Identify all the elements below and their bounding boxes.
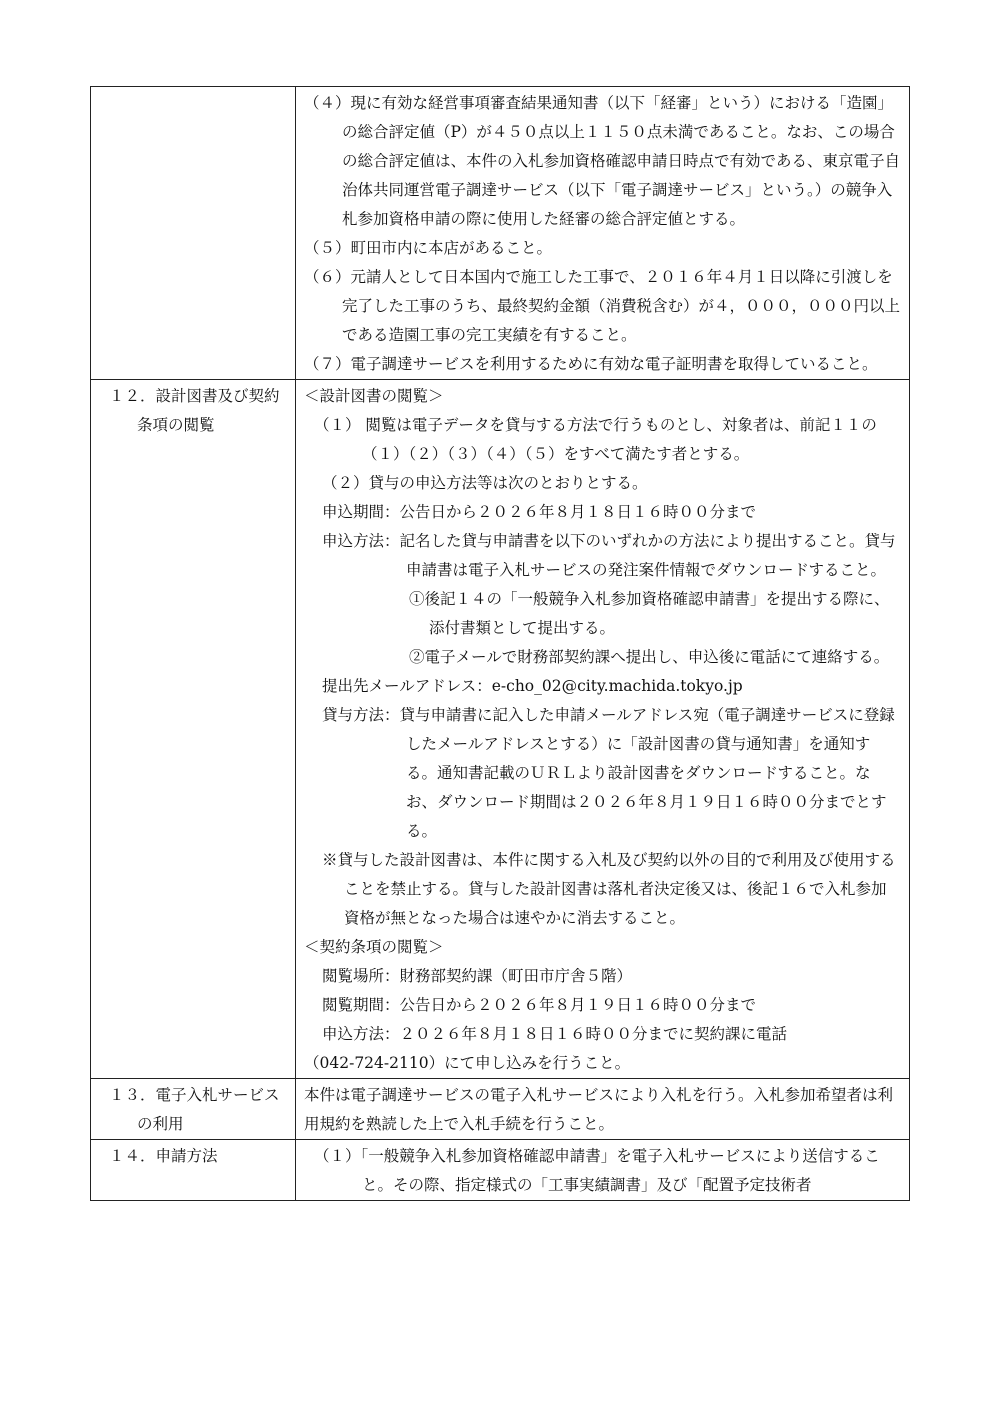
row-14-heading-line1: １４．申請方法: [109, 1147, 218, 1165]
viewing-phone: （042-724-2110）にて申し込みを行うこと。: [304, 1054, 631, 1072]
requirement-6: （６）元請人として日本国内で施工した工事で、２０１６年４月１日以降に引渡しを完了した工事のうち、最終契約金額（消費税含む）が４，０００，０００円以上である造園工事の完工実績を有すること。: [304, 268, 901, 344]
notice-table: [90, 86, 910, 1201]
apply-period: 申込期間：公告日から２０２６年８月１８日１６時００分まで: [322, 503, 757, 521]
row-11-content: [296, 87, 910, 380]
application-method-text: （１）「一般競争入札参加資格確認申請書」を電子入札サービスにより送信すること。その際、指定様式の「工事実績調書」及び「配置予定技術者: [314, 1147, 880, 1194]
viewing-period: 閲覧期間：公告日から２０２６年８月１９日１６時００分まで: [322, 996, 757, 1014]
lending-note: ※貸与した設計図書は、本件に関する入札及び契約以外の目的で利用及び使用することを禁止する。貸与した設計図書は落札者決定後又は、後記１６で入札参加資格が無となった場合は速やかに消去すること。: [322, 851, 896, 927]
submission-email: 提出先メールアドレス：e-cho_02@city.machida.tokyo.jp: [322, 677, 743, 695]
row-12-content: [296, 380, 910, 1079]
requirement-4: （４）現に有効な経営事項審査結果通知書（以下「経審」という）における「造園」の総合評定値（P）が４５０点以上１１５０点未満であること。なお、この場合の総合評定値は、本件の入札参加資格確認申請日時点で有効である、東京電子自治体共同運営電子調達サービス（以下「電子調達サービス」という。）の競争入札参加資格申請の際に使用した経審の総合評定値とする。: [304, 94, 901, 228]
apply-method-option-2: ②電子メールで財務部契約課へ提出し、申込後に電話にて連絡する。: [409, 648, 890, 666]
row-12-heading-line2: 条項の閲覧: [137, 416, 215, 434]
apply-method: 申込方法：記名した貸与申請書を以下のいずれかの方法により提出すること。貸与申請書は電子入札サービスの発注案件情報でダウンロードすること。: [322, 532, 896, 579]
row-13-heading: [91, 1079, 296, 1140]
electronic-bidding-text: 本件は電子調達サービスの電子入札サービスにより入札を行う。入札参加希望者は利用規約を熟読した上で入札手続を行うこと。: [304, 1086, 894, 1133]
row-14-heading: [91, 1140, 296, 1201]
viewing-apply-method: 申込方法：２０２６年８月１８日１６時００分までに契約課に電話: [322, 1025, 788, 1043]
requirement-5: （５）町田市内に本店があること。: [304, 239, 553, 257]
requirement-7: （７）電子調達サービスを利用するために有効な電子証明書を取得していること。: [304, 355, 878, 373]
document-page: [90, 86, 908, 1201]
design-docs-para-2: （２）貸与の申込方法等は次のとおりとする。: [322, 474, 648, 492]
table-row-12: [91, 380, 910, 1079]
row-13-heading-line1: １３．電子入札サービス: [109, 1086, 280, 1104]
contract-terms-section-title: ＜契約条項の閲覧＞: [304, 938, 444, 956]
viewing-place: 閲覧場所：財務部契約課（町田市庁舎５階）: [322, 967, 633, 985]
row-label-empty: [91, 87, 296, 380]
design-docs-para-1: （１） 閲覧は電子データを貸与する方法で行うものとし、対象者は、前記１１の（１）（２）（３）（４）（５）をすべて満たす者とする。: [314, 416, 877, 463]
table-row-11-continued: [91, 87, 910, 380]
row-12-heading-line1: １２．設計図書及び契約: [109, 387, 280, 405]
table-row-13: [91, 1079, 910, 1140]
design-docs-section-title: ＜設計図書の閲覧＞: [304, 387, 444, 405]
row-13-content: [296, 1079, 910, 1140]
lending-method: 貸与方法：貸与申請書に記入した申請メールアドレス宛（電子調達サービスに登録したメールアドレスとする）に「設計図書の貸与通知書」を通知する。通知書記載のＵＲＬより設計図書をダウンロードすること。なお、ダウンロード期間は２０２６年８月１９日１６時００分までとする。: [322, 706, 895, 840]
apply-method-option-1: ①後記１４の「一般競争入札参加資格確認申請書」を提出する際に、添付書類として提出する。: [409, 590, 890, 637]
row-12-heading: [91, 380, 296, 1079]
row-14-content: [296, 1140, 910, 1201]
row-13-heading-line2: の利用: [137, 1115, 184, 1133]
table-row-14: [91, 1140, 910, 1201]
